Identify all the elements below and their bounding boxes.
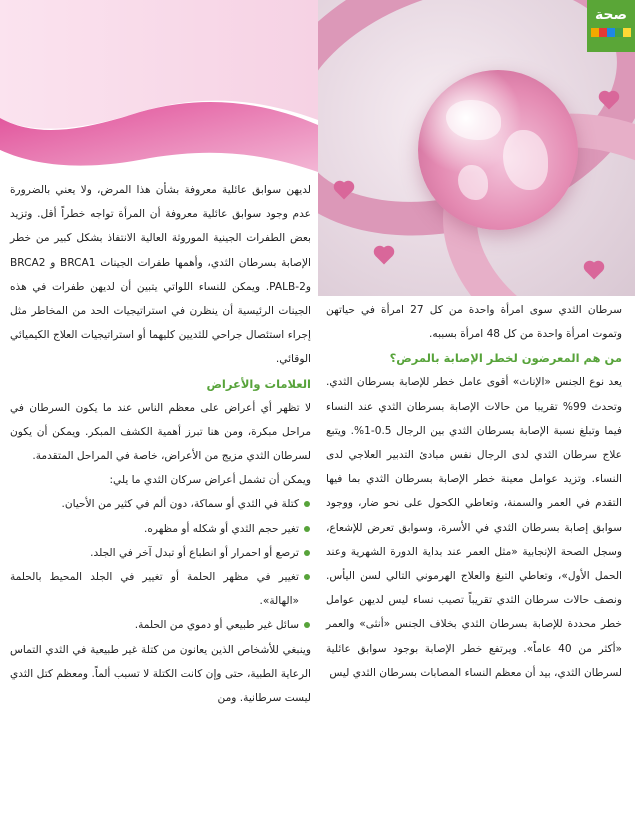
pink-globe bbox=[418, 70, 578, 230]
closing-paragraph: وينبغي للأشخاص الذين يعانون من كتلة غير طبيعية في الثدي التماس الرعاية الطبية، حتى وإن كانت الكتلة لا تسبب ألماً. ومعظم كتل الثدي ليست سرطانية. ومن bbox=[10, 643, 311, 705]
list-item: ترصع أو احمرار أو انطباع أو تبدل آخر في الجلد. bbox=[10, 541, 311, 565]
intro-paragraph: سرطان الثدي سوى امرأة واحدة من كل 27 امرأة في حياتهن وتموت امرأة واحدة من كل 48 امرأة بسببه. bbox=[326, 304, 622, 341]
symptoms-paragraph: لا تظهر أي أعراض على معظم الناس عند ما يكون السرطان في مراحل مبكرة، ومن هنا تبرز أهمية الكشف المبكر. ويمكن أن يكون لسرطان الثدي مزيج من الأعراض، خاصة في المراحل المتقدمة. bbox=[10, 401, 311, 463]
pink-wave-decoration bbox=[0, 0, 318, 175]
right-text-column bbox=[326, 298, 622, 685]
list-item: كتلة في الثدي أو سماكة، دون ألم في كثير من الأحيان. bbox=[10, 492, 311, 516]
section-label: صحة bbox=[594, 7, 628, 23]
symptoms-list-intro: ويمكن أن تشمل أعراض سركان الثدي ما يلي: bbox=[109, 474, 311, 487]
list-item: تغيير في مظهر الحلمة أو تغيير في الجلد المحيط بالحلمة «الهالة». bbox=[10, 565, 311, 613]
list-item: تغير حجم الثدي أو شكله أو مظهره. bbox=[10, 517, 311, 541]
risk-paragraph: يعد نوع الجنس «الإناث» أقوى عامل خطر للإصابة بسرطان الثدي. وتحدث 99% تقريبا من حالات الإصابة بسرطان الثدي عند النساء فيما وتبلغ نسبة الإصابة بسرطان الثدي بين الرجال 0.5-1%. ويتبع علاج سرطان الثدي لدى الرجال نفس مبادئ التدبير العلاجي لدى النساء. وتزيد عوامل معينة خطر الإصابة بسرطان الثدي بما فيها التقدم في العمر والسمنة، وتعاطي الكحول على نحو ضار، ووجود سوابق إصابة بسرطان الثدي في الأسرة، وسوابق تعرض للإشعاع، وسجل الصحة الإنجابية «مثل العمر عند بداية الدورة الشهرية وعند الحمل الأول»، وتعاطي التبغ والعلاج الهرموني التالي لسن اليأس. ونصف حالات سرطان الثدي تقريباً تصيب نساء ليس لديهن عوامل خطر محددة للإصابة بسرطان الثدي بخلاف الجنس «أنثى» والعمر «أكثر من 40 عاماً». ويرتفع خطر الإصابة بوجود سوابق عائلية لسرطان الثدي، بيد أن معظم النساء المصابات بسرطان الثدي ليس bbox=[326, 376, 623, 679]
genetics-paragraph: لديهن سوابق عائلية معروفة بشأن هذا المرض، ولا يعني بالضرورة عدم وجود سوابق عائلية معروفة أن المرأة تواجه خطراً أقل. وتزيد بعض الطفرات الجينية الموروثة العالية الانتفاذ بشكل كبير من خطر الإصابة بسرطان الثدي، وأهمها طفرات الجينات BRCA1 و BRCA2 وPALB-2. ويمكن للنساء اللواتي يتبين أن لديهن طفرات في هذه الجينات الرئيسية أن ينظرن في استراتيجيات الحد من المخاطر مثل إجراء استئصال جراحي للثديين كليهما أو استراتيجيات العلاج الكيميائي الوقائي. bbox=[10, 184, 311, 366]
risk-heading: من هم المعرضون لخطر الإصابة بالمرض؟ bbox=[389, 351, 622, 366]
symptoms-list bbox=[10, 492, 311, 637]
left-text-column bbox=[10, 178, 311, 710]
brand-strip bbox=[591, 28, 631, 37]
heart-icon bbox=[376, 248, 393, 265]
section-badge bbox=[587, 0, 635, 52]
list-item: سائل غير طبيعي أو دموي من الحلمة. bbox=[10, 613, 311, 637]
symptoms-heading: العلامات والأعراض bbox=[206, 376, 311, 391]
